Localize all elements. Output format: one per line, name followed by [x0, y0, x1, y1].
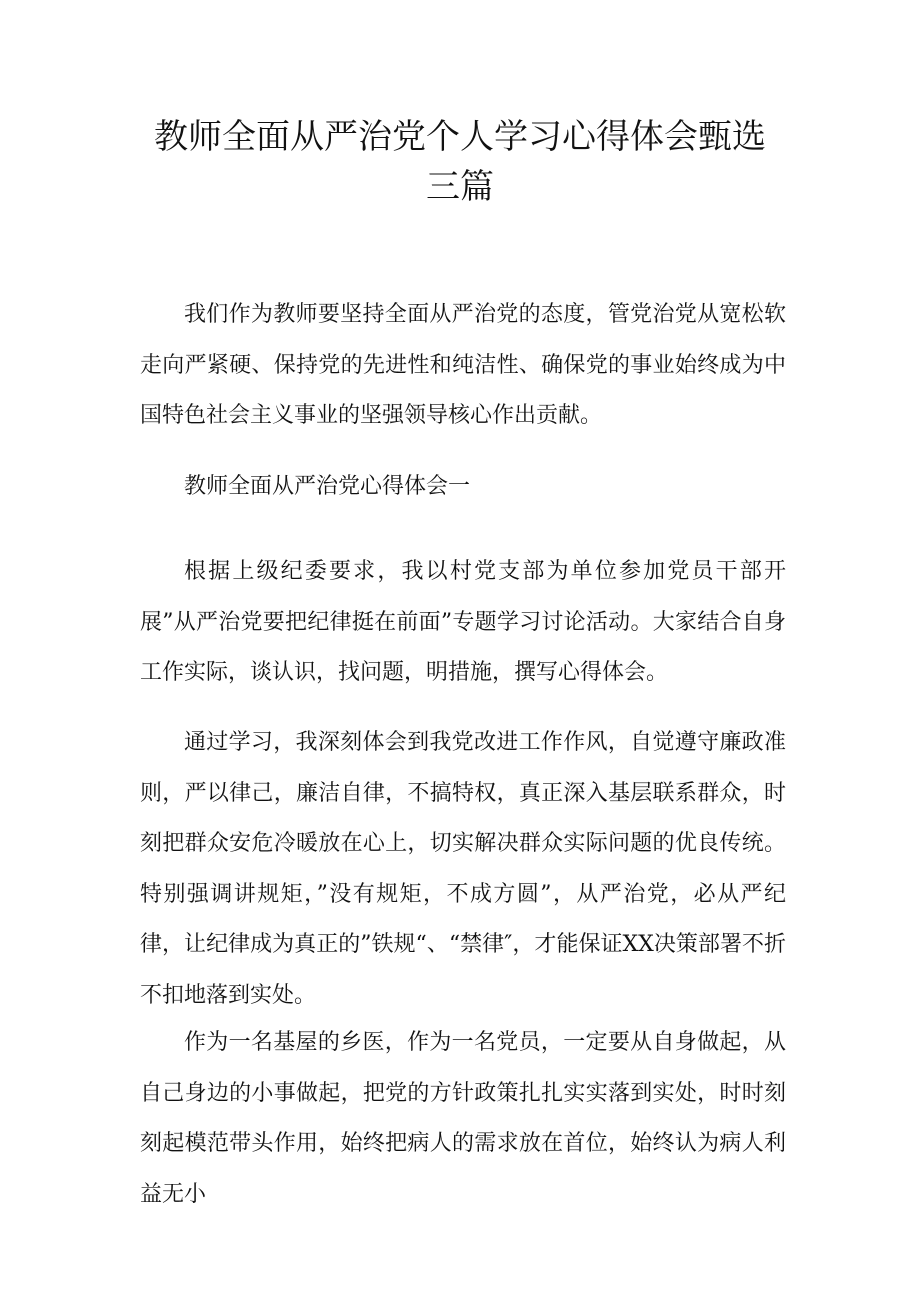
title-line-1: 教师全面从严治党个人学习心得体会甄选: [154, 117, 766, 157]
section-heading: 教师全面从严治党心得体会一: [184, 474, 471, 499]
title-line-2: 三篇: [426, 167, 494, 207]
body-paragraph: 作为一名基屋的乡医，作为一名党员，一定要从自身做起，从自己身边的小事做起，把党的方针政策扎扎实实落到实处，时时刻刻起模范带头作用，始终把病人的需求放在首位，始终认为病人利益无小: [140, 1030, 786, 1207]
intro-paragraph: 我们作为教师要坚持全面从严治党的态度，管党治党从宽松软走向严紧硬、保持党的先进性和纯洁性、确保党的事业始终成为中国特色社会主义事业的坚强领导核心作出贡献。: [140, 302, 786, 428]
body-paragraph: 根据上级纪委要求，我以村党支部为单位参加党员干部开展”从严治党要把纪律挺在前面”专题学习讨论活动。大家结合自身工作实际，谈认识，找问题，明措施，撰写心得体会。: [140, 559, 786, 685]
document-title: [0, 112, 920, 212]
body-paragraph: 通过学习，我深刻体会到我党改进工作作风，自觉遵守廉政准则，严以律己，廉洁自律，不搞特权，真正深入基层联系群众，时刻把群众安危冷暖放在心上，切实解决群众实际问题的优良传统。特别强调讲规矩，”没有规矩，不成方圆”，从严治党，必从严纪律，让纪律成为真正的”铁规“、“禁律″，才能保证XX决策部署不折不扣地落到实处。: [140, 730, 786, 1008]
